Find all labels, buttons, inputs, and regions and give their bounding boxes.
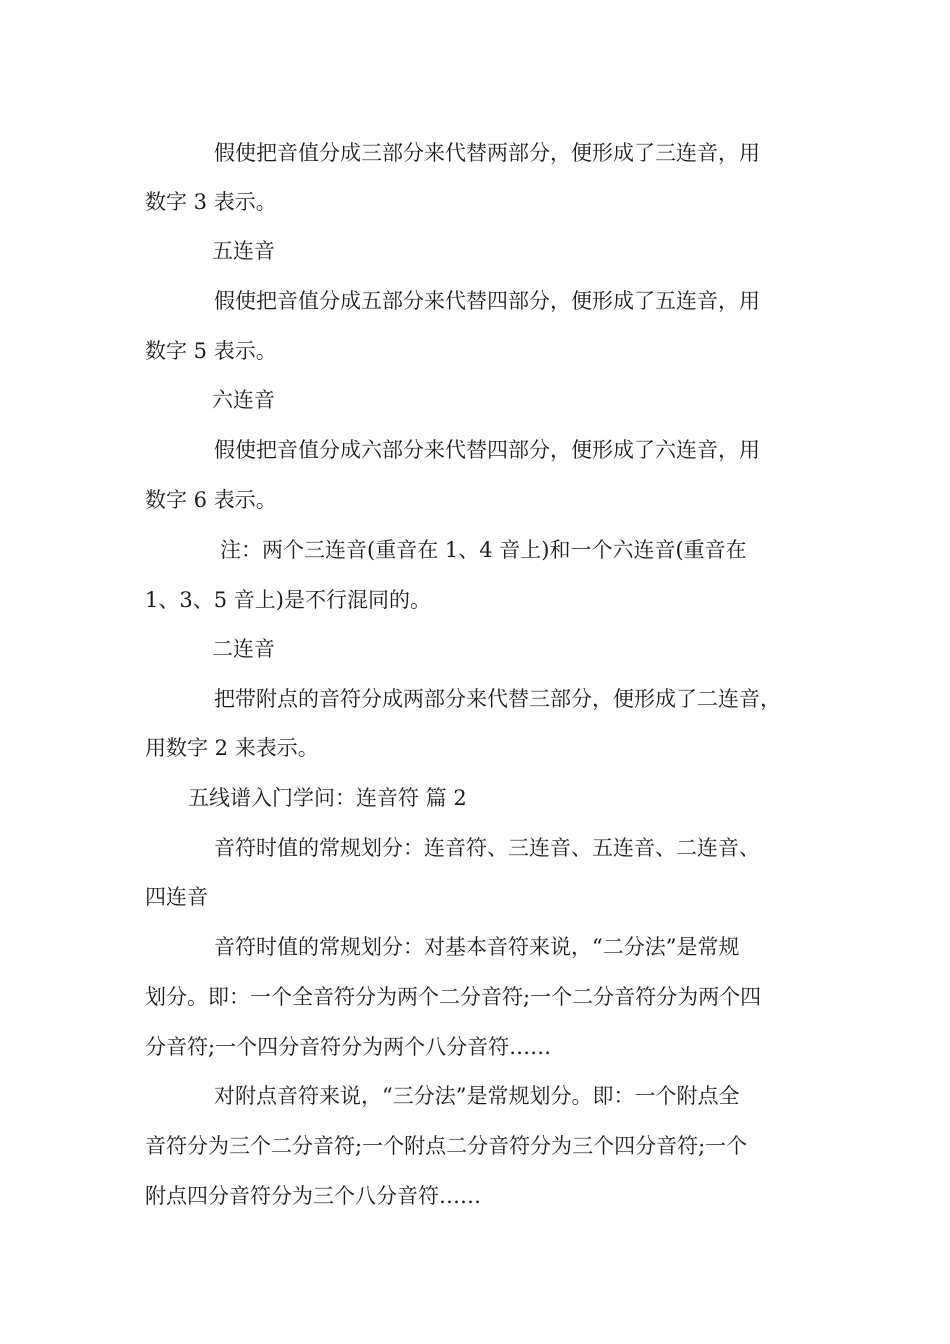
text-line: 假使把音值分成六部分来代替四部分，便形成了六连音，用 <box>214 438 760 462</box>
text-line: 划分。即：一个全音符分为两个二分音符;一个二分音符分为两个四 <box>145 985 762 1009</box>
section-heading: 二连音 <box>212 637 275 661</box>
text-line: 假使把音值分成三部分来代替两部分，便形成了三连音，用 <box>214 141 760 165</box>
note-line: 注：两个三连音(重音在 1、4 音上)和一个六连音(重音在 <box>220 538 747 562</box>
text-line: 四连音 <box>145 885 208 909</box>
section-heading: 五连音 <box>212 239 275 263</box>
article-title: 五线谱入门学问：连音符 篇 2 <box>188 786 467 810</box>
note-line: 1、3、5 音上)是不行混同的。 <box>145 588 431 612</box>
text-line: 音符分为三个二分音符;一个附点二分音符分为三个四分音符;一个 <box>145 1134 748 1158</box>
text-line: 用数字 2 来表示。 <box>145 736 319 760</box>
text-line: 数字 5 表示。 <box>145 339 277 363</box>
text-line: 假使把音值分成五部分来代替四部分，便形成了五连音，用 <box>214 289 760 313</box>
text-line: 把带附点的音符分成两部分来代替三部分，便形成了二连音， <box>214 687 781 711</box>
text-line: 音符时值的常规划分：连音符、三连音、五连音、二连音、 <box>214 836 760 860</box>
text-line: 分音符;一个四分音符分为两个八分音符…… <box>145 1035 552 1059</box>
text-line: 附点四分音符分为三个八分音符…… <box>145 1184 481 1208</box>
section-heading: 六连音 <box>212 388 275 412</box>
text-line: 数字 3 表示。 <box>145 190 277 214</box>
text-line: 数字 6 表示。 <box>145 488 277 512</box>
text-line: 对附点音符来说，“三分法”是常规划分。即：一个附点全 <box>214 1084 740 1108</box>
text-line: 音符时值的常规划分：对基本音符来说，“二分法”是常规 <box>214 935 740 959</box>
